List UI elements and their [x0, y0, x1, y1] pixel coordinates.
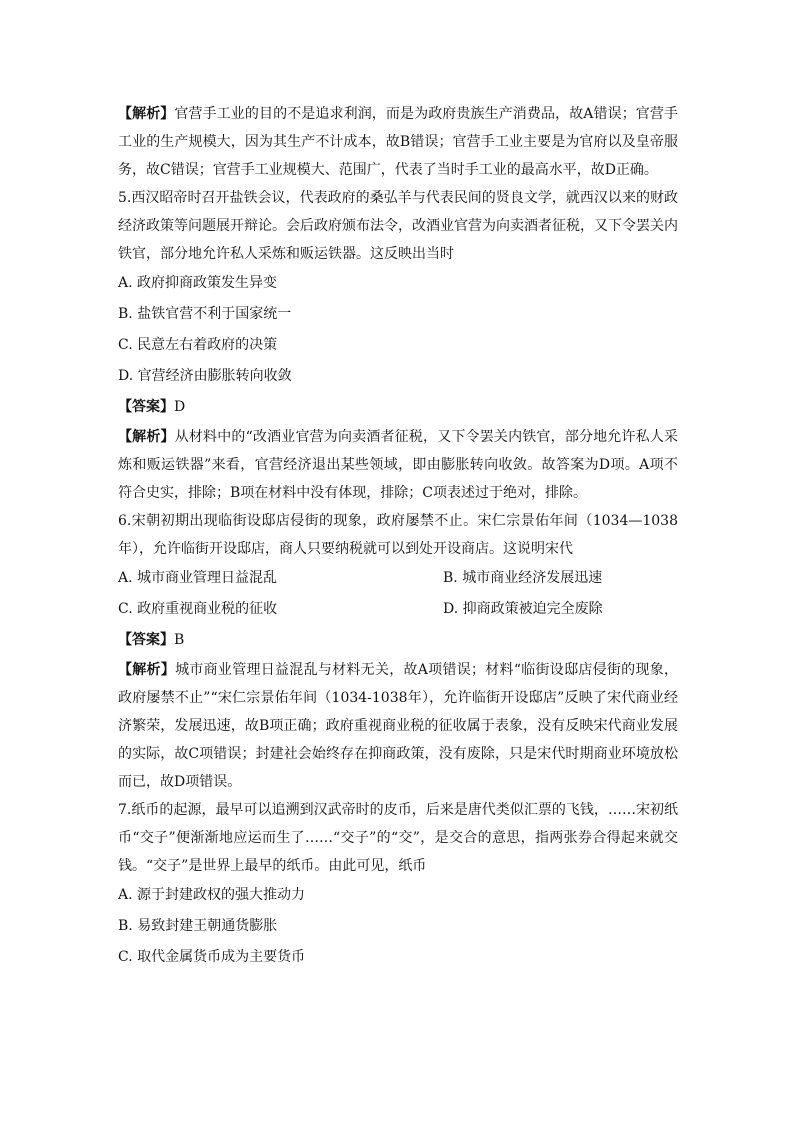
analysis-text: 城市商业管理日益混乱与材料无关，故A项错误；材料“临街设邸店侵街的现象，政府屡禁不止”“宋仁宗景佑年间（1034-1038年），允许临街开设邸店”反映了宋代商业经济繁荣，发展迅速，故B项正确；政府重视商业税的征收属于表象，没有反映宋代商业发展的实际，故C项错误；封建社会始终存在抑商政策，没有废除，只是宋代时期商业环境放松而已，故D项错误。 — [118, 662, 679, 790]
analysis-text: 官营手工业的目的不是追求利润，而是为政府贵族生产消费品，故A错误；官营手工业的生产规模大，因为其生产不计成本，故B错误；官营手工业主要是为官府以及皇帝服务，故C错误；官营手工业规模大、范围广，代表了当时手工业的最高水平，故D正确。 — [118, 106, 679, 178]
answer-line — [118, 392, 678, 423]
question-stem: 5.西汉昭帝时召开盐铁会议，代表政府的桑弘羊与代表民间的贤良文学，就西汉以来的财政经济政策等问题展开辩论。会后政府颁布法令，改酒业官营为向卖酒者征税，又下令罢关内铁官，部分地允许私人采炼和贩运铁器。这反映出当时 — [118, 190, 678, 262]
option-b: B. 城市商业经济发展迅速 — [443, 570, 603, 586]
option-c: C. 取代金属货币成为主要货币 — [118, 949, 306, 965]
answer-label: 【答案】 — [118, 632, 174, 648]
answer-value: D — [174, 399, 186, 415]
question-stem: 7.纸币的起源，最早可以追溯到汉武帝时的皮币，后来是唐代类似汇票的飞钱，……宋初纸币“交子”便渐渐地应运而生了……“交子”的“交”，是交合的意思，指两张券合得起来就交钱。“交子”是世界上最早的纸币。由此可见，纸币 — [118, 802, 678, 874]
option-row — [118, 563, 678, 594]
option-d: D. 官营经济由膨胀转向收敛 — [118, 368, 292, 384]
question-6 — [118, 507, 678, 796]
option-a: A. 政府抑商政策发生异变 — [118, 275, 278, 291]
analysis-q4 — [118, 100, 678, 184]
option-a: A. 源于封建政权的强大推动力 — [118, 887, 306, 903]
option-row — [118, 594, 678, 625]
question-7 — [118, 796, 678, 973]
analysis-label: 【解析】 — [118, 429, 175, 445]
analysis-label: 【解析】 — [118, 662, 176, 678]
answer-value: B — [174, 632, 185, 648]
option-b: B. 易致封建王朝通货膨胀 — [118, 918, 278, 934]
option-c: C. 政府重视商业税的征收 — [118, 601, 278, 617]
answer-line — [118, 625, 678, 656]
document-content — [118, 100, 678, 973]
analysis-q5 — [118, 423, 678, 507]
option-c: C. 民意左右着政府的决策 — [118, 337, 278, 353]
analysis-text: 从材料中的“改酒业官营为向卖酒者征税，又下令罢关内铁官，部分地允许私人采炼和贩运铁器”来看，官营经济退出某些领域，即由膨胀转向收敛。故答案为D项。A项不符合史实，排除；B项在材料中没有体现，排除；C项表述过于绝对，排除。 — [118, 429, 679, 501]
answer-label: 【答案】 — [118, 399, 174, 415]
question-5 — [118, 184, 678, 507]
question-stem: 6.宋朝初期出现临街设邸店侵街的现象，政府屡禁不止。宋仁宗景佑年间（1034—1038年），允许临街开设邸店，商人只要纳税就可以到处开设商店。这说明宋代 — [118, 513, 678, 557]
analysis-q6 — [118, 656, 678, 796]
option-a: A. 城市商业管理日益混乱 — [118, 570, 278, 586]
option-b: B. 盐铁官营不利于国家统一 — [118, 306, 292, 322]
option-d: D. 抑商政策被迫完全废除 — [443, 601, 603, 617]
analysis-label: 【解析】 — [118, 106, 175, 122]
